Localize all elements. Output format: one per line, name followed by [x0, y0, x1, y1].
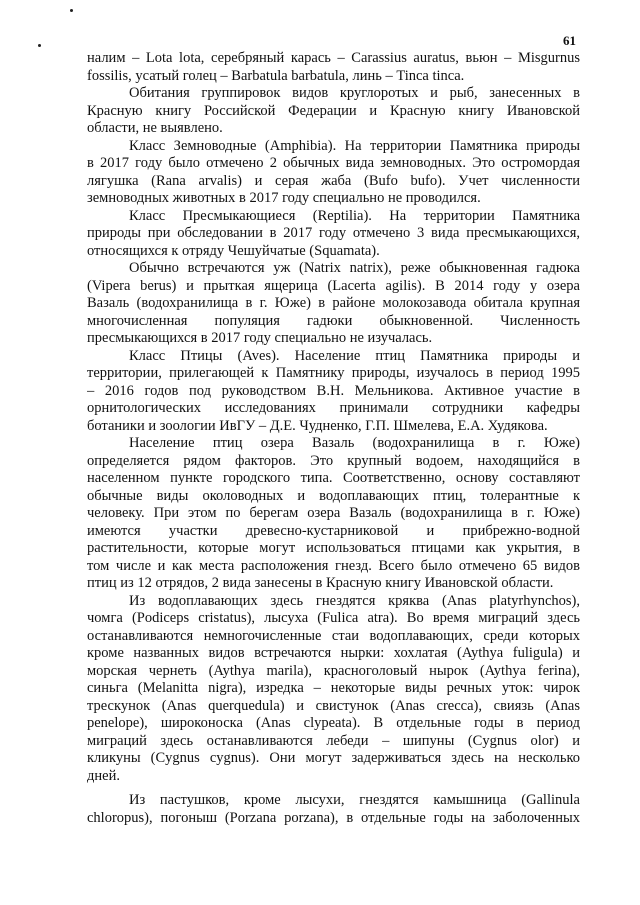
text-line: земноводных животных в 2017 году специально не проводился.	[87, 190, 481, 206]
text-line: чомга (Podiceps cristatus), лысуха (Fulica atra). Во время миграций здесь	[87, 610, 580, 626]
text-line: останавливаются немногочисленные стаи водоплавающих, среди которых	[87, 627, 580, 644]
text-line: природы при обследовании в 2017 году отмечено 3 вида пресмыкающихся,	[87, 225, 580, 241]
text-line: Население птиц озера Вазаль (водохранилища в г. Юже)	[129, 435, 580, 451]
text-line: fossilis, усатый голец – Barbatula barbatula, линь – Tinca tinca.	[87, 67, 465, 84]
page-number: 61	[563, 33, 576, 48]
text-line: птиц из 12 отрядов, 2 вида занесены в Красную книгу Ивановской области.	[87, 575, 554, 591]
paragraph-rails	[87, 792, 580, 827]
text-line: морская чернеть (Aythya marila), красноголовый нырок (Aythya ferina),	[87, 662, 580, 679]
paragraph-reptilia	[87, 208, 580, 261]
body-text	[87, 50, 580, 827]
paragraph-red-book-fish	[87, 85, 580, 138]
text-line: Класс Земноводные (Amphibia). На территории Памятника природы	[129, 137, 580, 154]
text-line: растительности, которые могут использоваться птицами как укрытия, в	[87, 540, 580, 556]
text-line: лягушка (Rana arvalis) и серая жаба (Bufo bufo). Учет численности	[87, 172, 580, 189]
text-line: Из пастушков, кроме лысухи, гнездятся камышница (Gallinula	[129, 792, 580, 808]
scan-speck	[38, 44, 41, 47]
text-line: трескунок (Anas querquedula) и свистунок (Anas crecca), свиязь (Anas	[87, 697, 580, 714]
text-line: Класс Птицы (Aves). Население птиц Памятника природы и	[129, 347, 580, 364]
text-line: человеку. При этом по берегам озера Вазаль (водохранилища в г. Юже)	[87, 505, 580, 521]
paragraph-fish-list	[87, 50, 580, 85]
text-line: имеются участки древесно-кустарниковой и прибрежно-водной	[87, 522, 580, 539]
text-line: налим – Lota lota, серебряный карась – Carassius auratus, вьюн – Misgurnus	[87, 50, 580, 66]
text-line: территории, прилегающей к Памятнику природы, изучалось в период 1995	[87, 365, 580, 381]
text-line: Класс Пресмыкающиеся (Reptilia). На территории Памятника	[129, 207, 580, 224]
text-line: Красную книгу Российской Федерации и Красную книгу Ивановской	[87, 102, 580, 119]
text-line: chloropus), погоныш (Porzana porzana), в отдельные годы на заболоченных	[87, 809, 580, 826]
text-line: области, не выявлено.	[87, 120, 223, 136]
text-line: Вазаль (водохранилища в г. Юже) в районе молокозавода обитала крупная	[87, 295, 580, 311]
text-line: обычные виды околоводных и водоплавающих птиц, толерантные к	[87, 487, 580, 504]
text-line: относящихся к отряду Чешуйчатые (Squamata).	[87, 242, 380, 259]
text-line: кроме названных видов встречаются нырки: хохлатая (Aythya fuligula) и	[87, 645, 580, 661]
paragraph-waterfowl	[87, 593, 580, 786]
text-line: определяется рядом факторов. Это крупный водоем, находящийся в	[87, 452, 580, 469]
text-line: том числе и как места расположения гнезд. Всего было отмечено 65 видов	[87, 557, 580, 574]
text-line: дней.	[87, 767, 120, 784]
text-line: Из водоплавающих здесь гнездятся кряква (Anas platyrhynchos),	[129, 592, 580, 609]
text-line: населенном пункте городского типа. Соответственно, основу составляют	[87, 470, 580, 486]
text-line: Обитания группировок видов круглоротых и рыб, занесенных в	[129, 85, 580, 101]
text-line: – 2016 годов под руководством В.Н. Мельникова. Активное участие в	[87, 382, 580, 399]
scan-speck	[70, 9, 73, 12]
paragraph-gap	[87, 785, 580, 792]
text-line: Обычно встречаются уж (Natrix natrix), реже обыкновенная гадюка	[129, 260, 580, 276]
text-line: в 2017 году было отмечено 2 обычных вида земноводных. Это остромордая	[87, 155, 580, 171]
paragraph-aves	[87, 348, 580, 436]
paragraph-bird-population	[87, 435, 580, 593]
text-line: (Vipera berus) и прыткая ящерица (Lacerta agilis). В 2014 году у озера	[87, 277, 580, 294]
text-line: кликуны (Cygnus cygnus). Они могут задерживаться здесь на несколько	[87, 750, 580, 766]
paragraph-amphibia	[87, 138, 580, 208]
text-line: penelope), широконоска (Anas clypeata). В отдельные годы в период	[87, 715, 580, 731]
text-line: многочисленная популяция гадюки обыкновенной. Численность	[87, 312, 580, 329]
text-line: ботаники и зоологии ИвГУ – Д.Е. Чудненко, Г.П. Шмелева, Е.А. Худякова.	[87, 417, 548, 434]
text-line: орнитологических исследованиях принимали сотрудники кафедры	[87, 400, 580, 416]
text-line: миграций здесь останавливаются лебеди – шипуны (Cygnus olor) и	[87, 732, 580, 749]
paragraph-reptile-species	[87, 260, 580, 348]
text-line: синьга (Melanitta nigra), изредка – некоторые виды речных уток: чирок	[87, 680, 580, 696]
text-line: пресмыкающихся в 2017 году специально не изучалась.	[87, 330, 433, 346]
